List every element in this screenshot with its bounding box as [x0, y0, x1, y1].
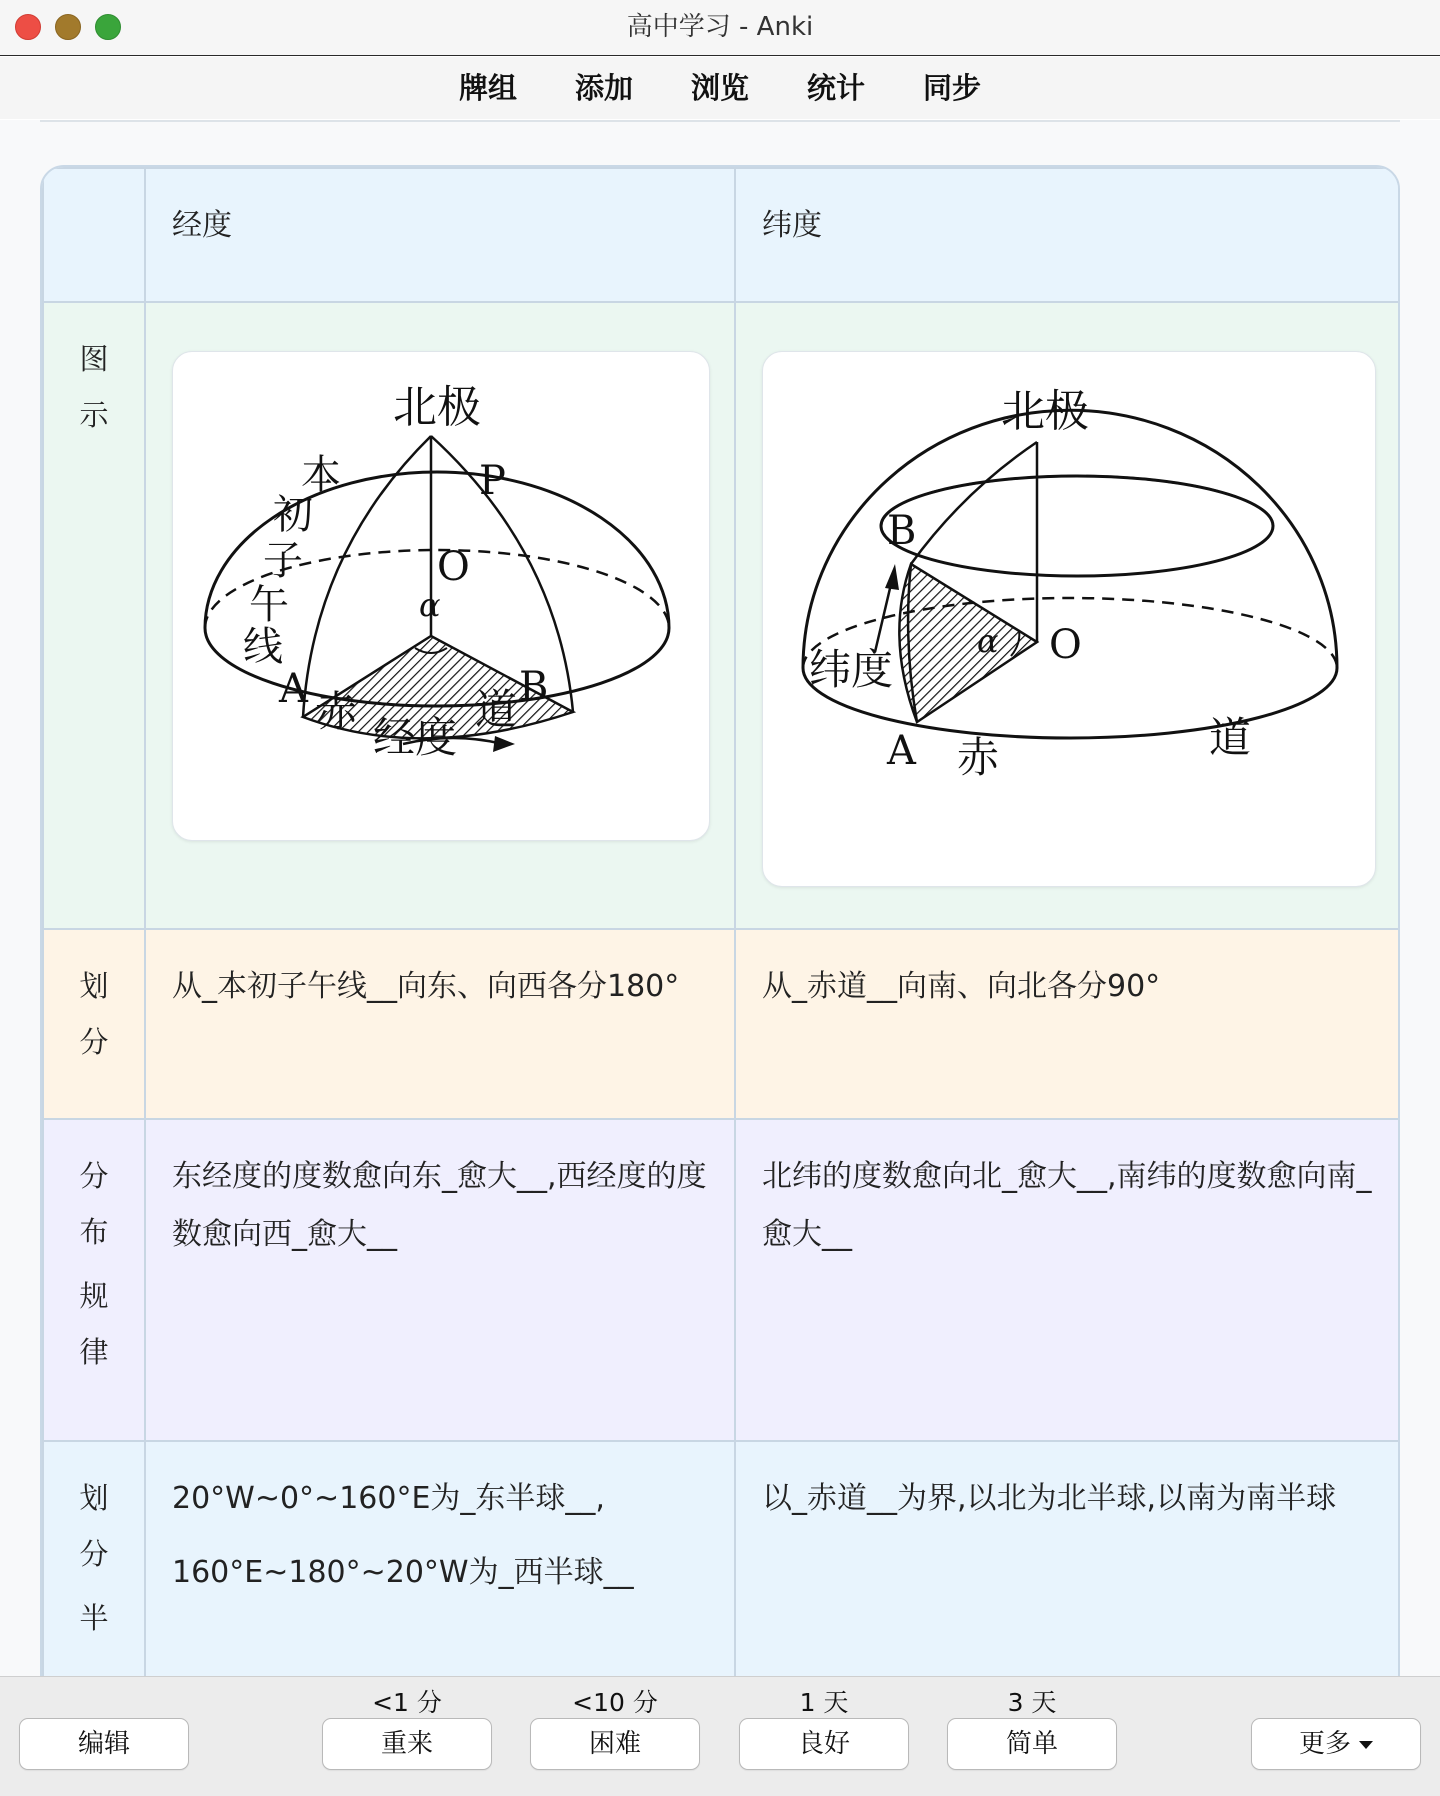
- toolbar-sync[interactable]: 同步: [922, 71, 981, 105]
- window-title: 高中学习 - Anki: [626, 12, 814, 42]
- distribution-row: [43, 1119, 1400, 1441]
- more-label: 更多: [1298, 1729, 1351, 1759]
- equator-right-label: 道: [475, 685, 518, 734]
- header-empty-cell: [43, 168, 145, 302]
- toolbar-decks[interactable]: 牌组: [458, 71, 517, 105]
- label-char: 图: [79, 342, 109, 376]
- hemisphere-east-text: 20°W~0°~160°E为_东半球__,: [172, 1481, 605, 1516]
- card-table-container: [40, 165, 1400, 1676]
- chevron-down-icon: [1359, 1741, 1373, 1749]
- label-char: 分: [79, 1537, 109, 1571]
- hemisphere-row-label: [43, 1441, 145, 1676]
- easy-button[interactable]: 简单: [947, 1718, 1117, 1770]
- main-toolbar: [0, 57, 1440, 119]
- longitude-diagram: [172, 351, 710, 841]
- divider: [40, 120, 1400, 122]
- meridian: [911, 442, 1037, 564]
- hard-interval: <10 分: [572, 1688, 658, 1717]
- figure-row: [43, 302, 1400, 929]
- equator-left-label: 赤: [957, 733, 1000, 782]
- north-pole-label: 北极: [393, 382, 481, 433]
- division-latitude: 从_赤道__向南、向北各分90°: [735, 929, 1400, 1119]
- north-pole-label: 北极: [1001, 386, 1089, 437]
- more-button[interactable]: [1251, 1718, 1421, 1770]
- meridian-char: 本: [301, 452, 341, 498]
- label-char: 半: [79, 1601, 109, 1635]
- hemisphere-west-text: 160°E~180°~20°W为_西半球__: [172, 1555, 634, 1590]
- figure-row-label: [43, 302, 145, 929]
- alpha-label: α: [419, 586, 441, 624]
- header-latitude: 纬度: [735, 168, 1400, 302]
- distribution-longitude: 东经度的度数愈向东_愈大__,西经度的度数愈向西_愈大__: [145, 1119, 735, 1441]
- label-char: 划: [79, 1481, 109, 1515]
- answer-bar: [0, 1676, 1440, 1796]
- hemisphere-row: [43, 1441, 1400, 1676]
- comparison-table: [42, 167, 1400, 1676]
- title-bar: [0, 0, 1440, 56]
- meridian-char: 初: [273, 492, 313, 538]
- meridian-char: 午: [249, 582, 289, 628]
- point-o-label: O: [437, 544, 470, 590]
- label-char: 分: [79, 1159, 109, 1193]
- hard-button[interactable]: 困难: [530, 1718, 700, 1770]
- point-a-label: A: [887, 728, 916, 774]
- label-char: 示: [79, 398, 109, 432]
- header-longitude: 经度: [145, 168, 735, 302]
- division-longitude: 从_本初子午线__向东、向西各分180°: [145, 929, 735, 1119]
- good-interval: 1 天: [799, 1688, 849, 1717]
- hemisphere-longitude: [145, 1441, 735, 1676]
- toolbar-stats[interactable]: 统计: [806, 71, 865, 105]
- division-row: [43, 929, 1400, 1119]
- meridian-char: 线: [243, 624, 283, 670]
- point-o-label: O: [1049, 622, 1082, 668]
- label-char: 分: [79, 1025, 109, 1059]
- longitude-figure-cell: [145, 302, 735, 929]
- distribution-latitude: 北纬的度数愈向北_愈大__,南纬的度数愈向南_愈大__: [735, 1119, 1400, 1441]
- again-button[interactable]: 重来: [322, 1718, 492, 1770]
- latitude-label: 纬度: [809, 645, 894, 694]
- label-char: 律: [79, 1335, 109, 1369]
- meridian-char: 子: [263, 538, 303, 584]
- equator-left-label: 赤: [315, 687, 358, 736]
- division-row-label: [43, 929, 145, 1119]
- point-a-label: A: [279, 666, 308, 712]
- hemisphere-latitude: 以_赤道__为界,以北为北半球,以南为南半球: [735, 1441, 1400, 1676]
- good-button[interactable]: 良好: [739, 1718, 909, 1770]
- toolbar-browse[interactable]: 浏览: [690, 71, 749, 105]
- distribution-row-label: [43, 1119, 145, 1441]
- toolbar-add[interactable]: 添加: [574, 71, 633, 105]
- label-char: 规: [79, 1279, 109, 1313]
- label-char: 布: [79, 1215, 109, 1249]
- equator-right-label: 道: [1209, 713, 1252, 762]
- point-b-label: B: [887, 508, 917, 554]
- edit-button[interactable]: 编辑: [19, 1718, 189, 1770]
- latitude-figure-cell: [735, 302, 1400, 929]
- latitude-diagram: [762, 351, 1376, 887]
- again-interval: <1 分: [372, 1688, 442, 1717]
- hatched-sector: [899, 564, 1037, 722]
- card-viewer[interactable]: [0, 120, 1440, 1676]
- point-p-label: P: [479, 458, 506, 504]
- alpha-label: α: [977, 622, 999, 660]
- toolbar-nav: [0, 57, 1440, 119]
- longitude-label: 经度: [373, 713, 458, 762]
- table-header-row: [43, 168, 1400, 302]
- point-b-label: B: [519, 664, 549, 710]
- label-char: 划: [79, 969, 109, 1003]
- easy-interval: 3 天: [1007, 1688, 1057, 1717]
